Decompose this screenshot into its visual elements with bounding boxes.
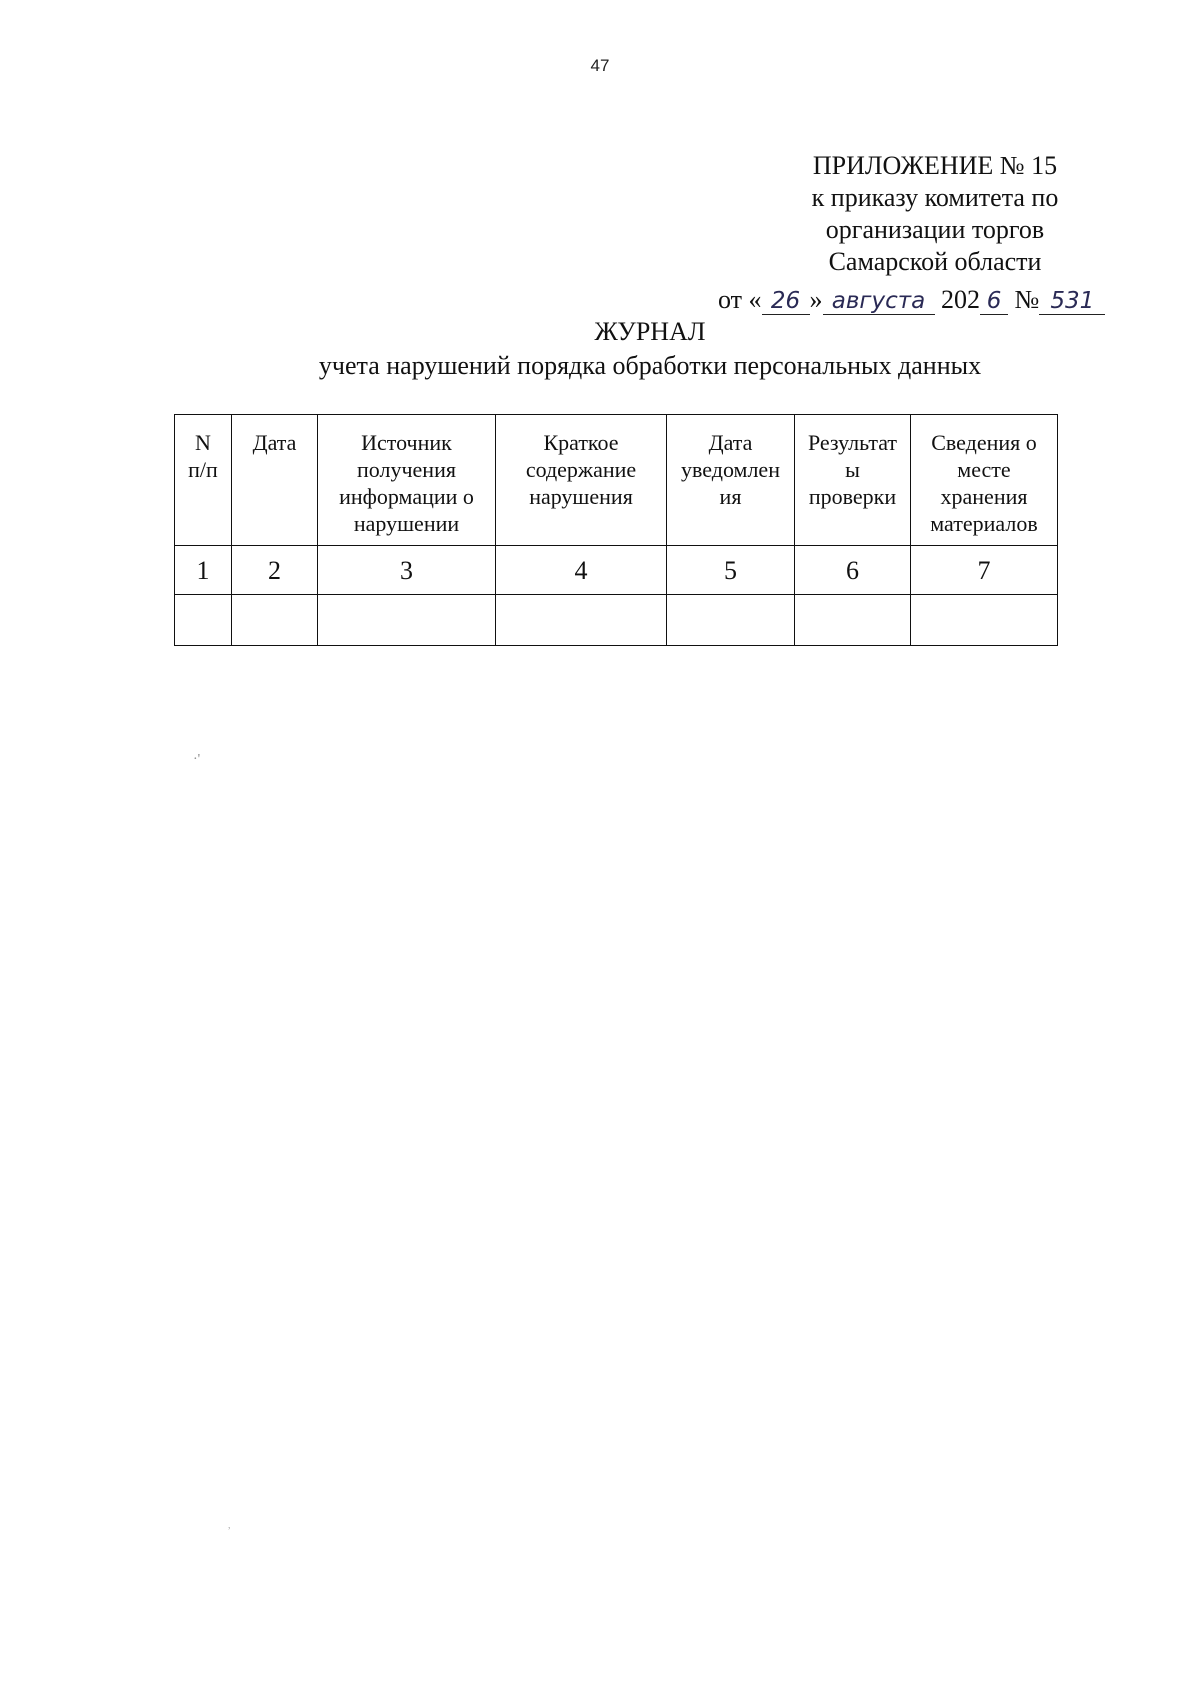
column-number-cell: 2 xyxy=(232,546,318,595)
date-prefix: от « xyxy=(718,285,762,314)
header-line: информации о xyxy=(339,484,474,509)
appendix-block xyxy=(760,150,1110,278)
handwritten-month: августа xyxy=(823,288,935,315)
table-number-row xyxy=(175,546,1058,595)
appendix-line-region: Самарской области xyxy=(828,247,1042,276)
table-cell xyxy=(667,595,795,646)
column-number-cell: 1 xyxy=(175,546,232,595)
header-line: п/п xyxy=(188,457,218,482)
handwritten-day: 26 xyxy=(762,288,810,315)
table-cell xyxy=(318,595,496,646)
journal-title: ЖУРНАЛ xyxy=(594,317,706,346)
appendix-date-line xyxy=(718,284,1105,316)
column-number-cell: 3 xyxy=(318,546,496,595)
table-header-cell xyxy=(175,415,232,546)
page-number: 47 xyxy=(590,56,610,75)
column-number-cell: 6 xyxy=(795,546,911,595)
header-line: материалов xyxy=(930,511,1038,536)
header-line: Дата xyxy=(252,430,297,455)
journal-subtitle: учета нарушений порядка обработки персональных данных xyxy=(318,351,982,380)
header-line: получения xyxy=(357,457,456,482)
header-line: N xyxy=(195,430,211,455)
table-header-cell xyxy=(232,415,318,546)
header-line: ы xyxy=(845,457,860,482)
table-cell xyxy=(795,595,911,646)
header-line: Источник xyxy=(361,430,452,455)
header-line: месте xyxy=(957,457,1011,482)
scan-artifact: ·' xyxy=(193,752,201,767)
column-number-cell: 5 xyxy=(667,546,795,595)
header-line: нарушения xyxy=(529,484,633,509)
header-line: проверки xyxy=(808,484,897,509)
date-year-prefix: 202 xyxy=(941,285,981,314)
table-header-cell xyxy=(496,415,667,546)
date-mid: » xyxy=(809,285,823,314)
column-number-cell: 4 xyxy=(496,546,667,595)
table-cell xyxy=(911,595,1058,646)
handwritten-year-digit: 6 xyxy=(980,288,1008,315)
journal-table xyxy=(174,414,1058,646)
header-line: Сведения о xyxy=(931,430,1037,455)
table-cell xyxy=(232,595,318,646)
handwritten-order-number: 531 xyxy=(1039,288,1105,315)
table-header-cell xyxy=(795,415,911,546)
header-line: Дата xyxy=(708,430,753,455)
header-line: Краткое xyxy=(543,430,619,455)
number-sign: № xyxy=(1014,285,1040,314)
appendix-line-committee: организации торгов xyxy=(825,215,1045,244)
column-number-cell: 7 xyxy=(911,546,1058,595)
scan-artifact: , xyxy=(228,1520,231,1531)
table-empty-row xyxy=(175,595,1058,646)
header-line: Результат xyxy=(807,430,898,455)
header-line: ия xyxy=(719,484,742,509)
header-line: уведомлен xyxy=(681,457,780,482)
table-header-cell xyxy=(911,415,1058,546)
table-cell xyxy=(496,595,667,646)
table-cell xyxy=(175,595,232,646)
table-header-cell xyxy=(318,415,496,546)
header-line: нарушении xyxy=(353,511,460,536)
appendix-title: ПРИЛОЖЕНИЕ № 15 xyxy=(812,151,1058,180)
header-line: хранения xyxy=(940,484,1028,509)
table-header-cell xyxy=(667,415,795,546)
appendix-line-order: к приказу комитета по xyxy=(811,183,1059,212)
table-header-row xyxy=(175,415,1058,546)
header-line: содержание xyxy=(525,457,637,482)
